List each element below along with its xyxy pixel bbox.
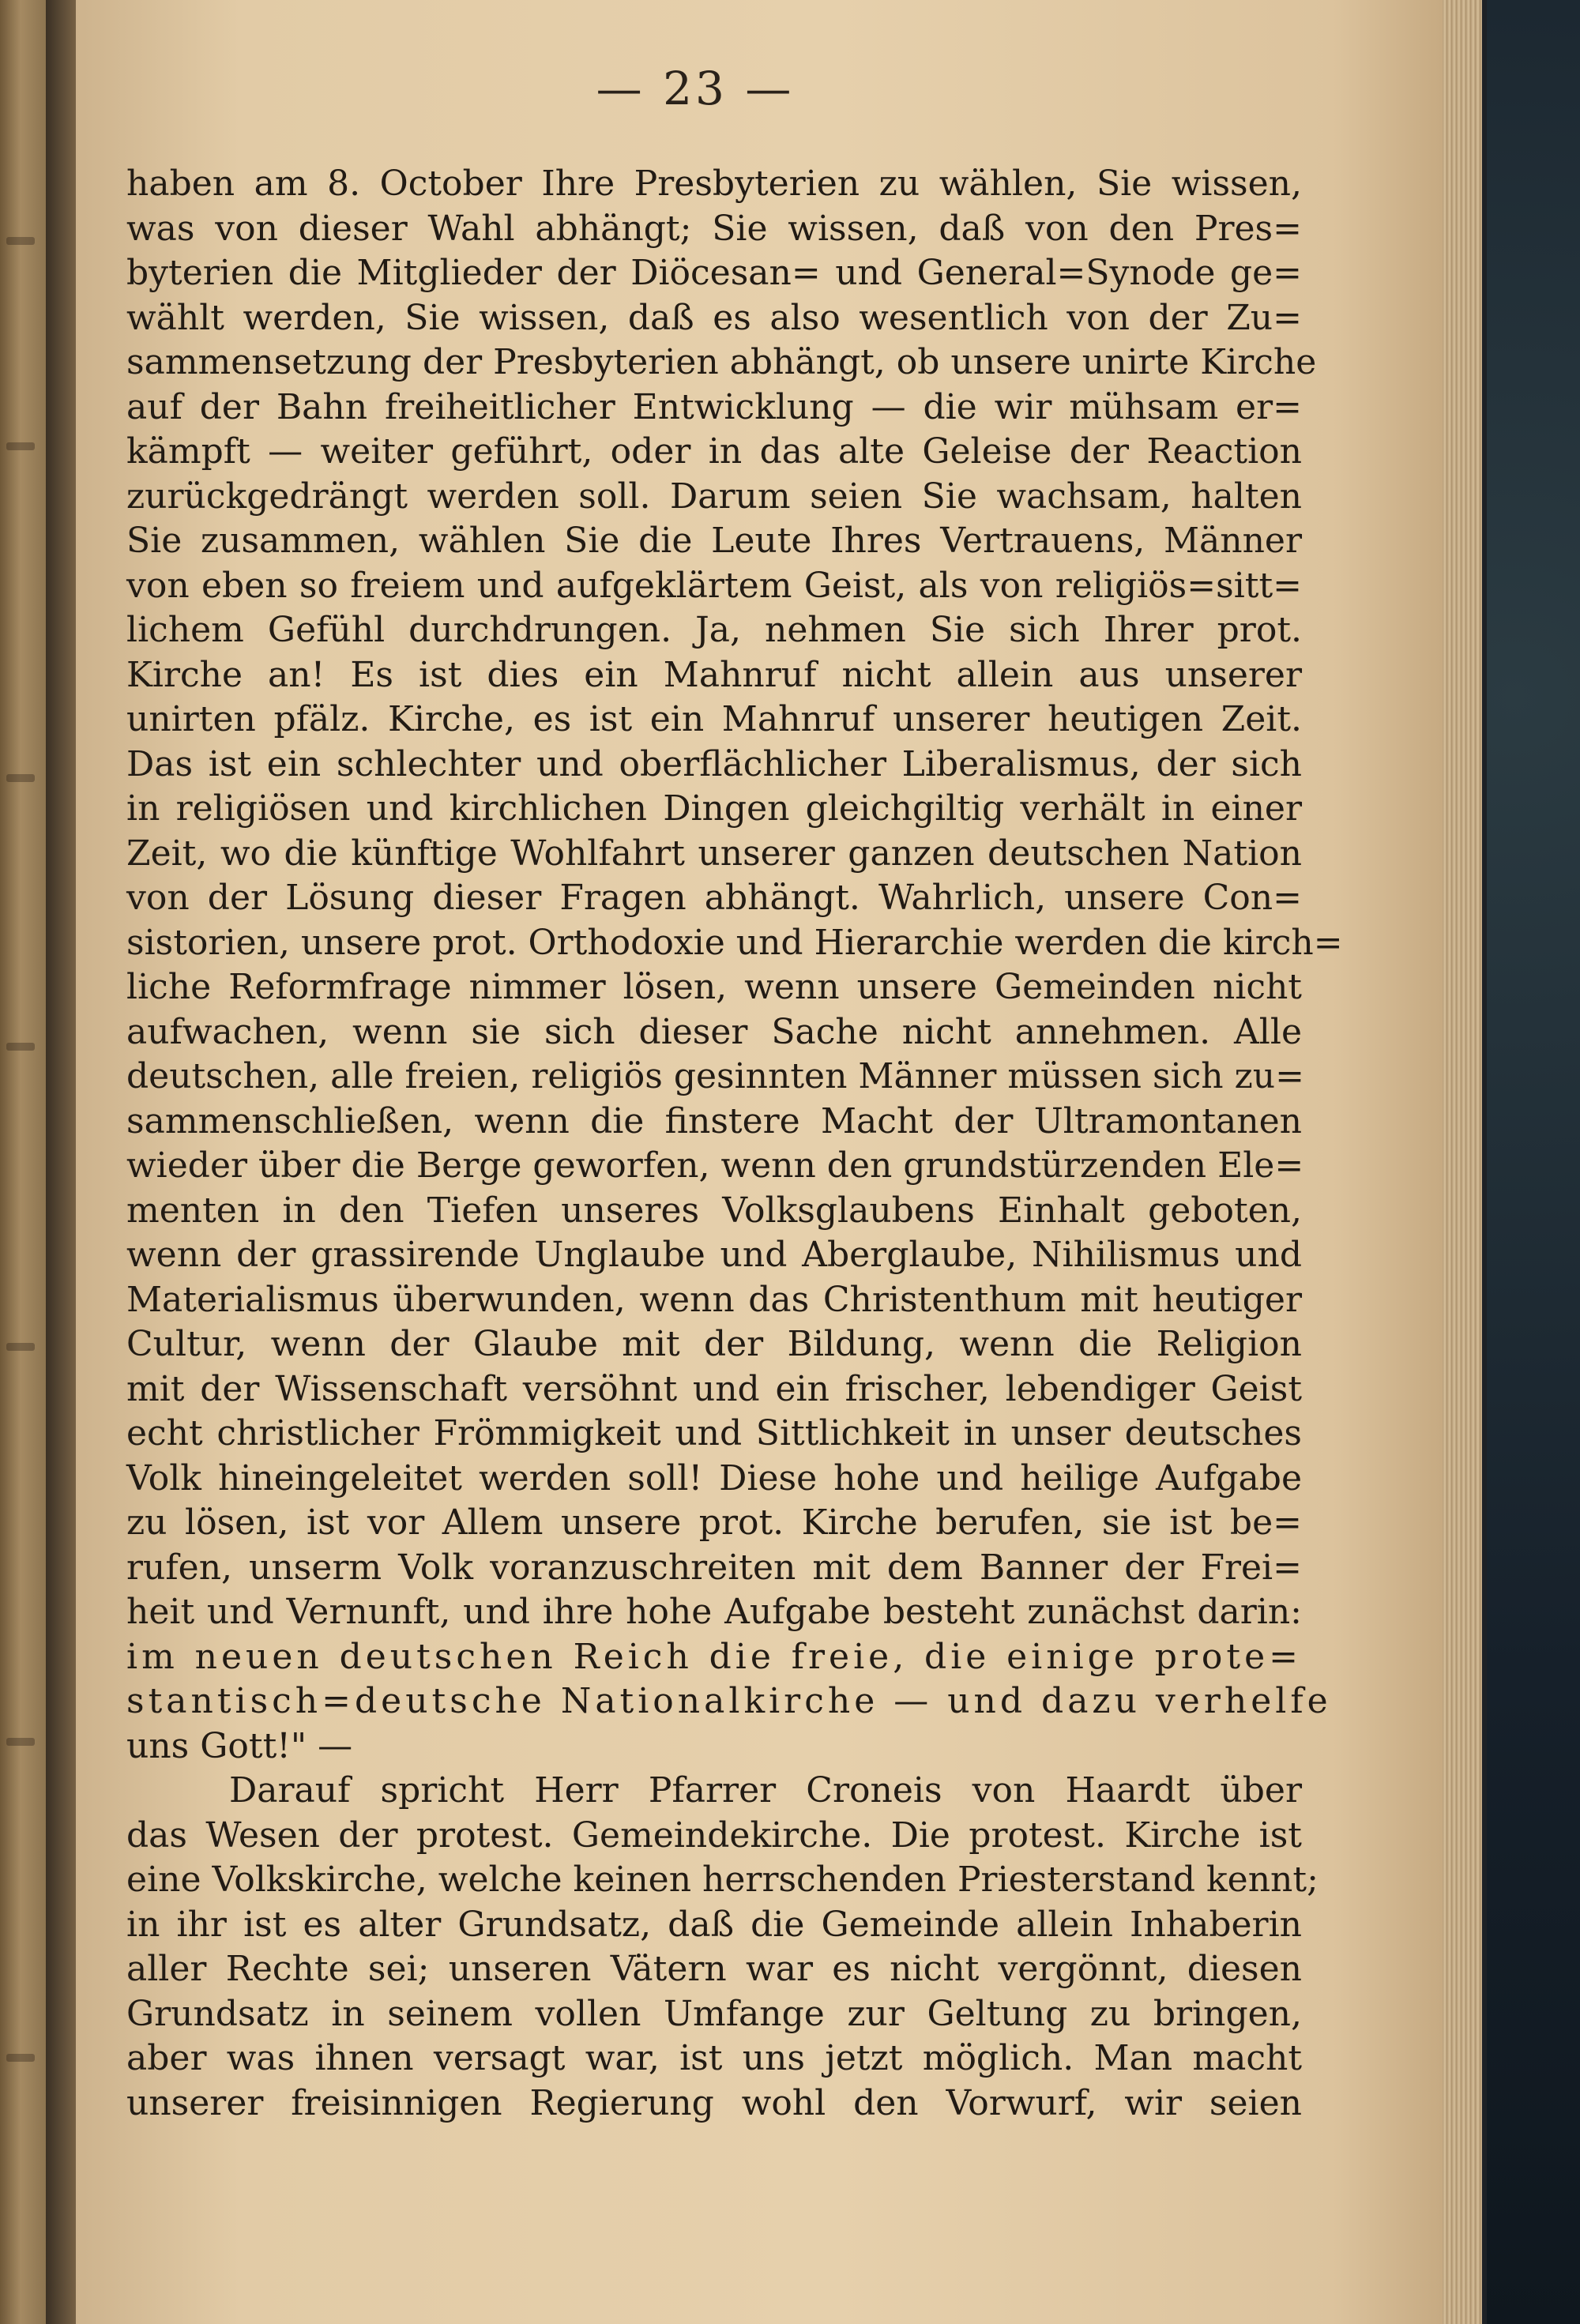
text-line: von der Lösung dieser Fragen abhängt. Wahrlich, unsere Con= bbox=[126, 878, 1302, 918]
text-line: wählt werden, Sie wissen, daß es also wesentlich von der Zu= bbox=[126, 297, 1302, 338]
text-line: wieder über die Berge geworfen, wenn den grundstürzenden Ele= bbox=[126, 1145, 1304, 1186]
text-line: das Wesen der protest. Gemeindekirche. Die protest. Kirche ist bbox=[126, 1814, 1302, 1856]
facing-page-edge bbox=[0, 0, 46, 2324]
text-line: lichem Gefühl durchdrungen. Ja, nehmen Sie sich Ihrer prot. bbox=[126, 610, 1302, 650]
page-block-edge bbox=[1443, 0, 1487, 2324]
text-line: was von dieser Wahl abhängt; Sie wissen, daß von den Pres= bbox=[126, 208, 1302, 249]
text-line: deutschen, alle freien, religiös gesinnten Männer müssen sich zu= bbox=[126, 1056, 1305, 1096]
text-line: kämpft — weiter geführt, oder in das alte Geleise der Reaction bbox=[126, 431, 1302, 472]
text-line: Grundsatz in seinem vollen Umfange zur Geltung zu bringen, bbox=[126, 1993, 1302, 2034]
text-line: sistorien, unsere prot. Orthodoxie und Hierarchie werden die kirch= bbox=[126, 922, 1343, 963]
text-line: echt christlicher Frömmigkeit und Sittlichkeit in unser deutsches bbox=[126, 1413, 1302, 1453]
text-line: haben am 8. October Ihre Presbyterien zu wählen, Sie wissen, bbox=[126, 164, 1302, 204]
text-line: im neuen deutschen Reich die freie, die einige prote= bbox=[126, 1636, 1302, 1677]
text-line: Darauf spricht Herr Pfarrer Croneis von Haardt über bbox=[229, 1770, 1302, 1811]
text-line: Sie zusammen, wählen Sie die Leute Ihres Vertrauens, Männer bbox=[126, 521, 1302, 561]
page-number: — 23 — bbox=[596, 62, 795, 115]
text-line: mit der Wissenschaft versöhnt und ein frischer, lebendiger Geist bbox=[126, 1368, 1302, 1409]
text-line: eine Volkskirche, welche keinen herrschenden Priesterstand kennt; bbox=[126, 1860, 1319, 1900]
text-line: aufwachen, wenn sie sich dieser Sache nicht annehmen. Alle bbox=[126, 1011, 1302, 1052]
text-line: wenn der grassirende Unglaube und Aberglaube, Nihilismus und bbox=[126, 1235, 1302, 1275]
text-line: uns Gott!" — bbox=[126, 1725, 353, 1766]
text-line: rufen, unserm Volk voranzuschreiten mit dem Banner der Frei= bbox=[126, 1547, 1302, 1588]
text-line: Das ist ein schlechter und oberflächlicher Liberalismus, der sich bbox=[126, 743, 1302, 784]
text-line: in religiösen und kirchlichen Dingen gleichgiltig verhält in einer bbox=[126, 788, 1302, 829]
text-line: in ihr ist es alter Grundsatz, daß die Gemeinde allein Inhaberin bbox=[126, 1904, 1302, 1945]
text-line: zurückgedrängt werden soll. Darum seien Sie wachsam, halten bbox=[126, 476, 1302, 517]
text-line: stantisch=deutsche Nationalkirche — und dazu verhelfe bbox=[126, 1681, 1332, 1721]
text-line: menten in den Tiefen unseres Volksglaubens Einhalt geboten, bbox=[126, 1190, 1302, 1231]
text-line: liche Reformfrage nimmer lösen, wenn unsere Gemeinden nicht bbox=[126, 967, 1302, 1007]
text-line: sammenschließen, wenn die finstere Macht der Ultramontanen bbox=[126, 1100, 1302, 1141]
book-gutter bbox=[46, 0, 77, 2324]
text-line: byterien die Mitglieder der Diöcesan= und General=Synode ge= bbox=[126, 253, 1302, 293]
text-line: zu lösen, ist vor Allem unsere prot. Kirche berufen, sie ist be= bbox=[126, 1502, 1302, 1543]
text-line: unirten pfälz. Kirche, es ist ein Mahnruf unserer heutigen Zeit. bbox=[126, 699, 1302, 739]
text-line: Cultur, wenn der Glaube mit der Bildung, wenn die Religion bbox=[126, 1324, 1302, 1364]
text-line: auf der Bahn freiheitlicher Entwicklung — die wir mühsam er= bbox=[126, 386, 1302, 427]
text-line: aber was ihnen versagt war, ist uns jetzt möglich. Man macht bbox=[126, 2038, 1302, 2078]
text-line: Kirche an! Es ist dies ein Mahnruf nicht allein aus unserer bbox=[126, 654, 1302, 695]
page-body-text bbox=[126, 162, 1343, 2126]
text-line: heit und Vernunft, und ihre hohe Aufgabe besteht zunächst darin: bbox=[126, 1592, 1302, 1632]
book-cover bbox=[1487, 0, 1580, 2324]
text-line: aller Rechte sei; unseren Vätern war es nicht vergönnt, diesen bbox=[126, 1949, 1302, 1989]
text-line: unserer freisinnigen Regierung wohl den Vorwurf, wir seien bbox=[126, 2082, 1302, 2123]
text-line: Materialismus überwunden, wenn das Christenthum mit heutiger bbox=[126, 1279, 1302, 1320]
text-line: Volk hineingeleitet werden soll! Diese hohe und heilige Aufgabe bbox=[126, 1457, 1302, 1499]
text-line: Zeit, wo die künftige Wohlfahrt unserer ganzen deutschen Nation bbox=[126, 833, 1302, 874]
text-line: von eben so freiem und aufgeklärtem Geist, als von religiös=sitt= bbox=[126, 565, 1302, 606]
text-line: sammensetzung der Presbyterien abhängt, ob unsere unirte Kirche bbox=[126, 342, 1317, 382]
